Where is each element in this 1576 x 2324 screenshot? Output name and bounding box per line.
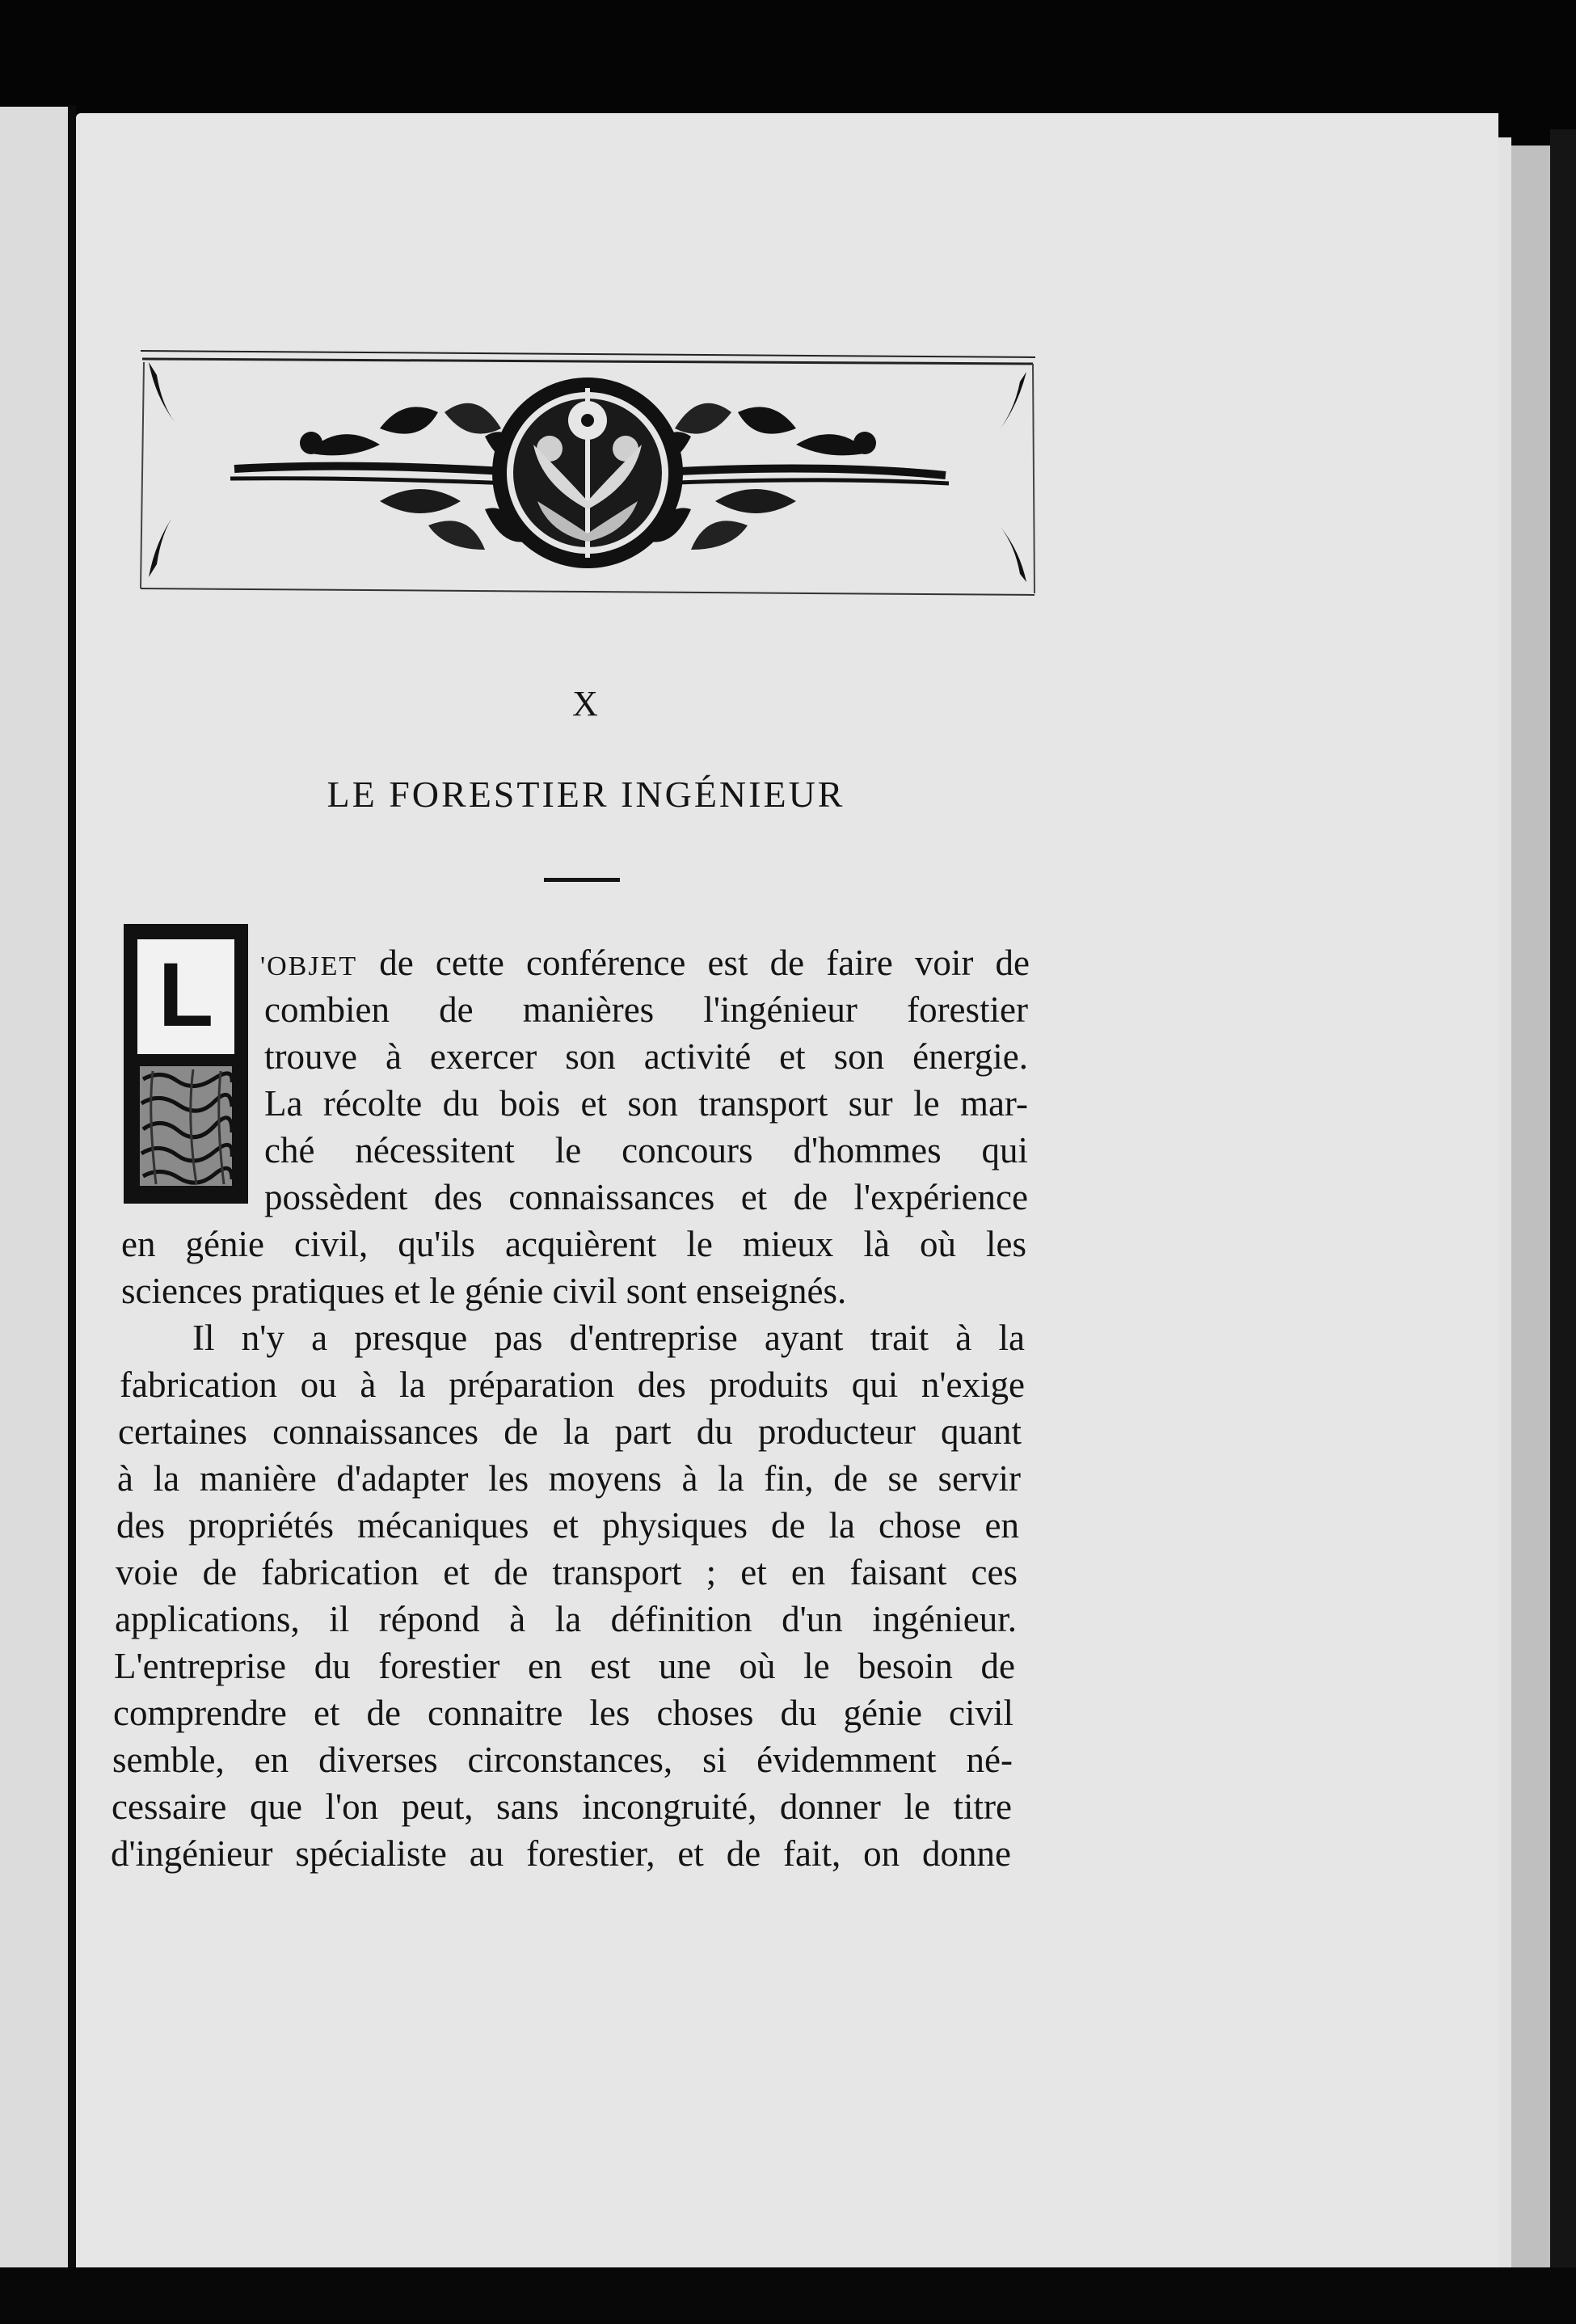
body-line: applications, il répond à la définition d'un ingénieur. (115, 1599, 1017, 1639)
body-line: à la manière d'adapter les moyens à la fin, de se servir (117, 1458, 1021, 1499)
body-line: voie de fabrication et de transport ; et en faisant ces (116, 1552, 1018, 1592)
body-line-text: de cette conférence est de faire voir de (357, 943, 1030, 983)
drop-cap-ornament-pattern (137, 1063, 235, 1189)
body-line: L'entreprise du forestier en est une où le besoin de (114, 1646, 1015, 1686)
body-line: combien de manières l'ingénieur forestier (264, 989, 1028, 1030)
body-line: des propriétés mécaniques et physiques de la chose en (116, 1505, 1019, 1546)
book-gutter (68, 105, 76, 2280)
body-line: La récolte du bois et son transport sur le mar- (264, 1083, 1028, 1124)
chapter-number: X (572, 684, 600, 723)
body-line: fabrication ou à la préparation des produits qui n'exige (120, 1364, 1025, 1405)
floral-headpiece-ornament (137, 340, 1039, 606)
body-line: possèdent des connaissances et de l'expérience (264, 1177, 1028, 1217)
drop-cap-frame (135, 937, 237, 1057)
body-line: semble, en diverses circonstances, si évidemment né- (112, 1740, 1013, 1780)
body-line: trouve à exercer son activité et son énergie. (264, 1036, 1028, 1077)
body-line: Il n'y a presque pas d'entreprise ayant trait à la (192, 1318, 1025, 1358)
drop-cap-box (124, 924, 248, 1204)
title-rule (544, 878, 620, 882)
page-edge-dark (1550, 129, 1576, 2280)
body-line: d'ingénieur spécialiste au forestier, et de fait, on donne (111, 1833, 1011, 1874)
body-line: cessaire que l'on peut, sans incongruité, donner le titre (112, 1786, 1012, 1827)
adjacent-page-edge (0, 107, 68, 2273)
body-line: sciences pratiques et le génie civil sont enseignés. (121, 1271, 847, 1311)
drop-cap-letter: L (158, 944, 214, 1045)
chapter-title: LE FORESTIER INGÉNIEUR (327, 774, 845, 815)
body-line: en génie civil, qu'ils acquièrent le mieux là où les (121, 1224, 1026, 1264)
body-line: ché nécessitent le concours d'hommes qui (264, 1130, 1028, 1170)
page-edge-grey (1511, 146, 1550, 2271)
body-line (260, 940, 1030, 989)
smallcaps-word: 'OBJET (260, 951, 358, 981)
body-line: comprendre et de connaitre les choses du génie civil (113, 1693, 1013, 1733)
body-line: certaines connaissances de la part du producteur quant (118, 1411, 1022, 1452)
scan-bottom-edge (0, 2267, 1576, 2324)
